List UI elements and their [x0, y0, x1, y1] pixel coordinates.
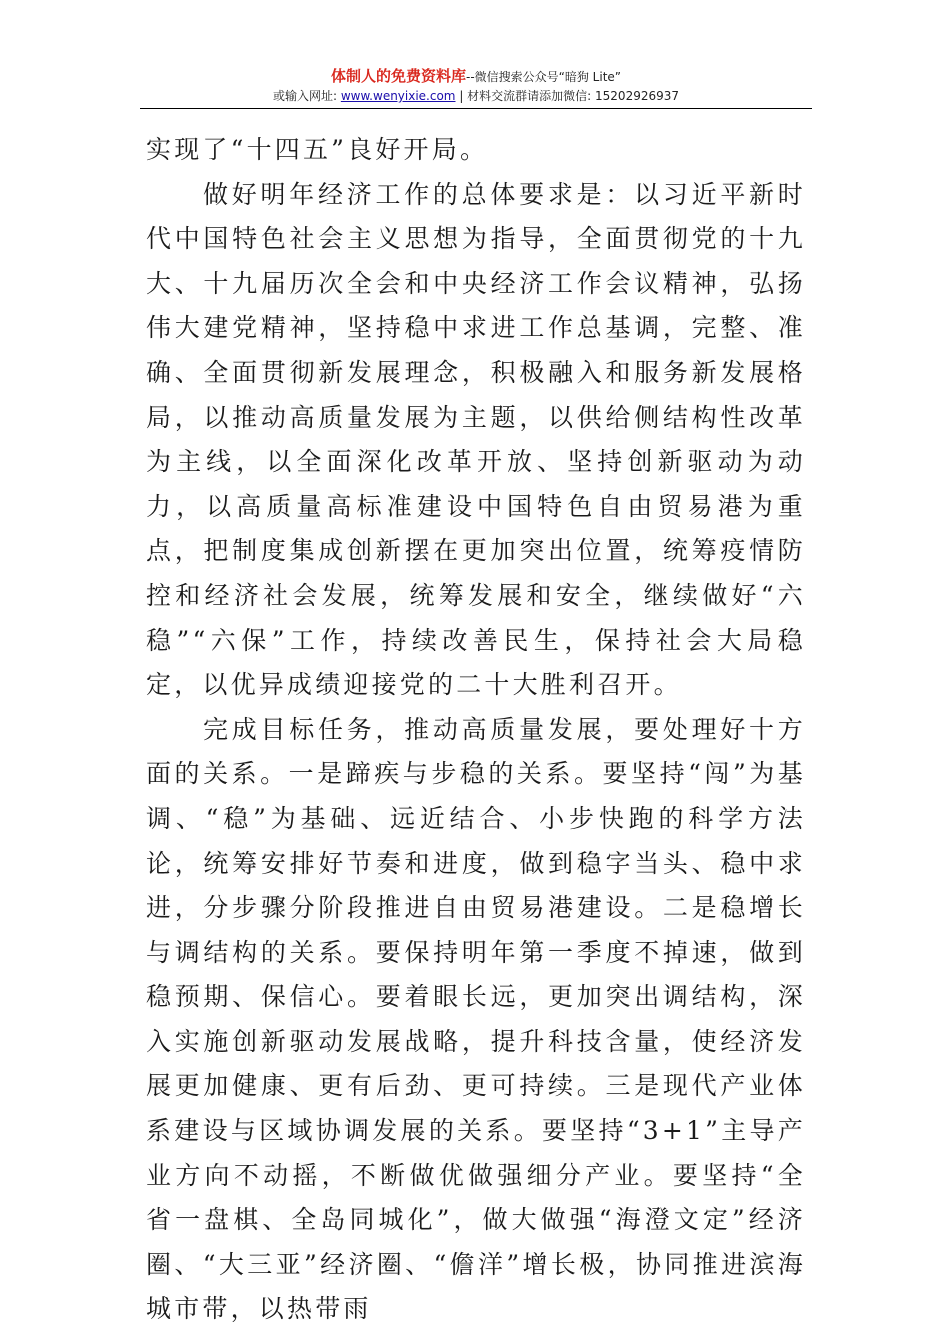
document-body: [146, 128, 806, 1332]
header-divider: [140, 108, 812, 109]
header-tagline: --微信搜索公众号“暗狗 Lite”: [465, 70, 622, 84]
paragraph-continuation: 实现了“十四五”良好开局。: [146, 135, 489, 164]
website-link[interactable]: www.wenyixie.com: [340, 89, 456, 103]
brand-title: 体制人的免费资料库: [330, 67, 466, 85]
page-header: [140, 66, 812, 105]
paragraph-ten-relationships: 完成目标任务，推动高质量发展，要处理好十方面的关系。一是蹄疾与步稳的关系。要坚持“闯”为基调、“稳”为基础、远近结合、小步快跑的科学方法论，统筹安排好节奏和进度，做到稳字当头、稳中求进，分步骤分阶段推进自由贸易港建设。二是稳增长与调结构的关系。要保持明年第一季度不掉速，做到稳预期、保信心。要着眼长远，更加突出调结构，深入实施创新驱动发展战略，提升科技含量，使经济发展更加健康、更有后劲、更可持续。三是现代产业体系建设与区域协调发展的关系。要坚持“3+1”主导产业方向不动摇，不断做优做强细分产业。要坚持“全省一盘棋、全岛同城化”，做大做强“海澄文定”经济圈、“大三亚”经济圈、“儋洋”增长极，协同推进滨海城市带，以热带雨: [146, 714, 806, 1324]
paragraph-general-requirements: 做好明年经济工作的总体要求是：以习近平新时代中国特色社会主义思想为指导，全面贯彻党的十九大、十九届历次全会和中央经济工作会议精神，弘扬伟大建党精神，坚持稳中求进工作总基调，完整、准确、全面贯彻新发展理念，积极融入和服务新发展格局，以推动高质量发展为主题，以供给侧结构性改革为主线，以全面深化改革开放、坚持创新驱动为动力，以高质量高标准建设中国特色自由贸易港为重点，把制度集成创新摆在更加突出位置，统筹疫情防控和经济社会发展，统筹发展和安全，继续做好“六稳”“六保”工作，持续改善民生，保持社会大局稳定，以优异成绩迎接党的二十大胜利召开。: [146, 179, 806, 700]
url-prefix: 或输入网址:: [272, 89, 341, 103]
contact-info: | 材料交流群请添加微信: 15202926937: [455, 89, 680, 103]
header-banner: [140, 66, 812, 87]
header-contact: [140, 87, 812, 105]
